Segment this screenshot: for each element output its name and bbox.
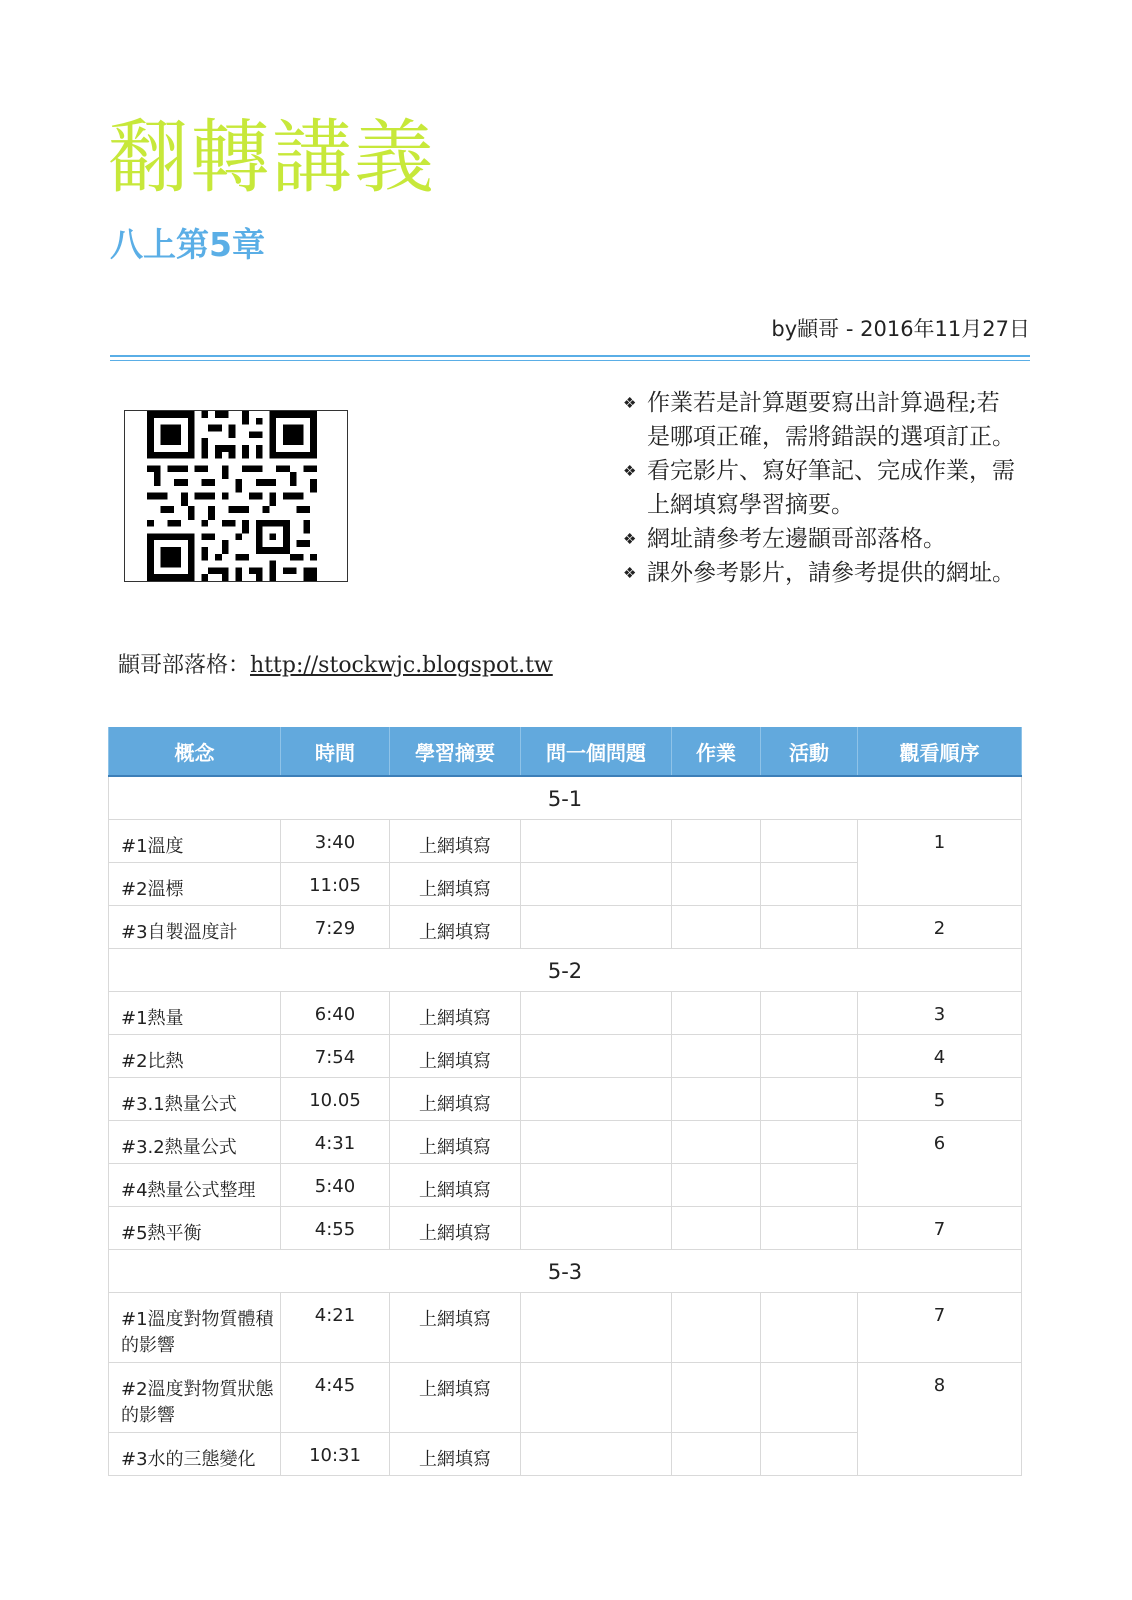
note-text: 看完影片、寫好筆記、完成作業，需上網填寫學習摘要。 xyxy=(647,458,1015,518)
summary-cell: 上網填寫 xyxy=(390,820,521,863)
section-label: 5-3 xyxy=(109,1250,1022,1293)
question-cell xyxy=(521,1078,672,1121)
homework-cell xyxy=(672,1078,761,1121)
order-cell: 6 xyxy=(858,1121,1022,1207)
order-cell: 5 xyxy=(858,1078,1022,1121)
section-row xyxy=(109,1250,1022,1293)
homework-cell xyxy=(672,1164,761,1207)
homework-cell xyxy=(672,863,761,906)
summary-cell: 上網填寫 xyxy=(390,1164,521,1207)
column-header-time: 時間 xyxy=(281,727,390,776)
time-cell: 3:40 xyxy=(281,820,390,863)
concept-cell: #1熱量 xyxy=(109,992,281,1035)
column-header-summary: 學習摘要 xyxy=(390,727,521,776)
table-row xyxy=(109,906,1022,949)
concept-cell: #2溫標 xyxy=(109,863,281,906)
column-header-homework: 作業 xyxy=(672,727,761,776)
table-row xyxy=(109,1035,1022,1078)
table-row xyxy=(109,820,1022,863)
concept-cell: #1溫度對物質體積的影響 xyxy=(109,1293,281,1363)
diamond-bullet-icon: ❖ xyxy=(623,530,637,548)
concept-cell: #3.1熱量公式 xyxy=(109,1078,281,1121)
activity-cell xyxy=(761,1363,858,1433)
homework-cell xyxy=(672,1207,761,1250)
activity-cell xyxy=(761,1121,858,1164)
activity-cell xyxy=(761,820,858,863)
column-header-concept: 概念 xyxy=(109,727,281,776)
activity-cell xyxy=(761,1207,858,1250)
order-cell: 7 xyxy=(858,1207,1022,1250)
summary-cell: 上網填寫 xyxy=(390,1121,521,1164)
table-row xyxy=(109,992,1022,1035)
section-label: 5-1 xyxy=(109,776,1022,820)
question-cell xyxy=(521,1293,672,1363)
concept-cell: #3水的三態變化 xyxy=(109,1433,281,1476)
order-cell: 4 xyxy=(858,1035,1022,1078)
summary-cell: 上網填寫 xyxy=(390,906,521,949)
note-item xyxy=(623,522,1018,556)
concept-cell: #3自製溫度計 xyxy=(109,906,281,949)
homework-cell xyxy=(672,820,761,863)
homework-cell xyxy=(672,1363,761,1433)
homework-cell xyxy=(672,1293,761,1363)
question-cell xyxy=(521,1121,672,1164)
document-subtitle: 八上第5章 xyxy=(110,225,265,264)
homework-cell xyxy=(672,1035,761,1078)
column-header-order: 觀看順序 xyxy=(858,727,1022,776)
summary-cell: 上網填寫 xyxy=(390,1363,521,1433)
section-row xyxy=(109,776,1022,820)
column-header-activity: 活動 xyxy=(761,727,858,776)
table-row xyxy=(109,1078,1022,1121)
note-text: 作業若是計算題要寫出計算過程;若是哪項正確，需將錯誤的選項訂正。 xyxy=(647,390,1015,450)
activity-cell xyxy=(761,1164,858,1207)
concept-cell: #1溫度 xyxy=(109,820,281,863)
section-row xyxy=(109,949,1022,992)
blog-label: 顓哥部落格： xyxy=(118,653,251,678)
question-cell xyxy=(521,1207,672,1250)
question-cell xyxy=(521,863,672,906)
summary-cell: 上網填寫 xyxy=(390,1035,521,1078)
note-item xyxy=(623,454,1018,522)
notes-list xyxy=(623,386,1018,590)
summary-cell: 上網填寫 xyxy=(390,1207,521,1250)
concept-cell: #2溫度對物質狀態的影響 xyxy=(109,1363,281,1433)
activity-cell xyxy=(761,906,858,949)
question-cell xyxy=(521,906,672,949)
activity-cell xyxy=(761,863,858,906)
table-header-row xyxy=(109,727,1022,776)
time-cell: 4:45 xyxy=(281,1363,390,1433)
order-cell: 3 xyxy=(858,992,1022,1035)
table-row xyxy=(109,1207,1022,1250)
summary-cell: 上網填寫 xyxy=(390,1078,521,1121)
header-rule-secondary xyxy=(110,360,1030,361)
diamond-bullet-icon: ❖ xyxy=(623,394,637,412)
time-cell: 6:40 xyxy=(281,992,390,1035)
table-row xyxy=(109,1293,1022,1363)
order-cell: 2 xyxy=(858,906,1022,949)
activity-cell xyxy=(761,992,858,1035)
summary-cell: 上網填寫 xyxy=(390,863,521,906)
table-row xyxy=(109,1363,1022,1433)
question-cell xyxy=(521,820,672,863)
diamond-bullet-icon: ❖ xyxy=(623,462,637,480)
question-cell xyxy=(521,1433,672,1476)
homework-cell xyxy=(672,1121,761,1164)
document-title: 翻轉講義 xyxy=(108,111,436,204)
schedule-table xyxy=(108,727,1022,1476)
time-cell: 4:55 xyxy=(281,1207,390,1250)
question-cell xyxy=(521,1035,672,1078)
summary-cell: 上網填寫 xyxy=(390,992,521,1035)
homework-cell xyxy=(672,906,761,949)
concept-cell: #4熱量公式整理 xyxy=(109,1164,281,1207)
time-cell: 7:29 xyxy=(281,906,390,949)
time-cell: 5:40 xyxy=(281,1164,390,1207)
note-text: 網址請參考左邊顓哥部落格。 xyxy=(647,526,946,552)
time-cell: 4:21 xyxy=(281,1293,390,1363)
activity-cell xyxy=(761,1293,858,1363)
concept-cell: #5熱平衡 xyxy=(109,1207,281,1250)
table-row xyxy=(109,1121,1022,1164)
time-cell: 11:05 xyxy=(281,863,390,906)
activity-cell xyxy=(761,1035,858,1078)
time-cell: 7:54 xyxy=(281,1035,390,1078)
homework-cell xyxy=(672,1433,761,1476)
time-cell: 4:31 xyxy=(281,1121,390,1164)
summary-cell: 上網填寫 xyxy=(390,1433,521,1476)
question-cell xyxy=(521,992,672,1035)
order-cell: 7 xyxy=(858,1293,1022,1363)
question-cell xyxy=(521,1164,672,1207)
note-text: 課外參考影片，請參考提供的網址。 xyxy=(647,560,1015,586)
diamond-bullet-icon: ❖ xyxy=(623,564,637,582)
blog-url-link[interactable]: http://stockwjc.blogspot.tw xyxy=(250,653,553,678)
note-item xyxy=(623,386,1018,454)
summary-cell: 上網填寫 xyxy=(390,1293,521,1363)
section-label: 5-2 xyxy=(109,949,1022,992)
concept-cell: #3.2熱量公式 xyxy=(109,1121,281,1164)
qr-code-icon xyxy=(147,411,317,581)
activity-cell xyxy=(761,1433,858,1476)
header-rule xyxy=(110,355,1030,357)
note-item xyxy=(623,556,1018,590)
concept-cell: #2比熱 xyxy=(109,1035,281,1078)
time-cell: 10:31 xyxy=(281,1433,390,1476)
blog-link-line xyxy=(118,648,553,679)
byline: by顓哥 - 2016年11月27日 xyxy=(771,317,1030,341)
activity-cell xyxy=(761,1078,858,1121)
order-cell: 8 xyxy=(858,1363,1022,1476)
homework-cell xyxy=(672,992,761,1035)
question-cell xyxy=(521,1363,672,1433)
order-cell: 1 xyxy=(858,820,1022,906)
column-header-question: 問一個問題 xyxy=(521,727,672,776)
time-cell: 10.05 xyxy=(281,1078,390,1121)
qr-code[interactable] xyxy=(124,410,348,582)
